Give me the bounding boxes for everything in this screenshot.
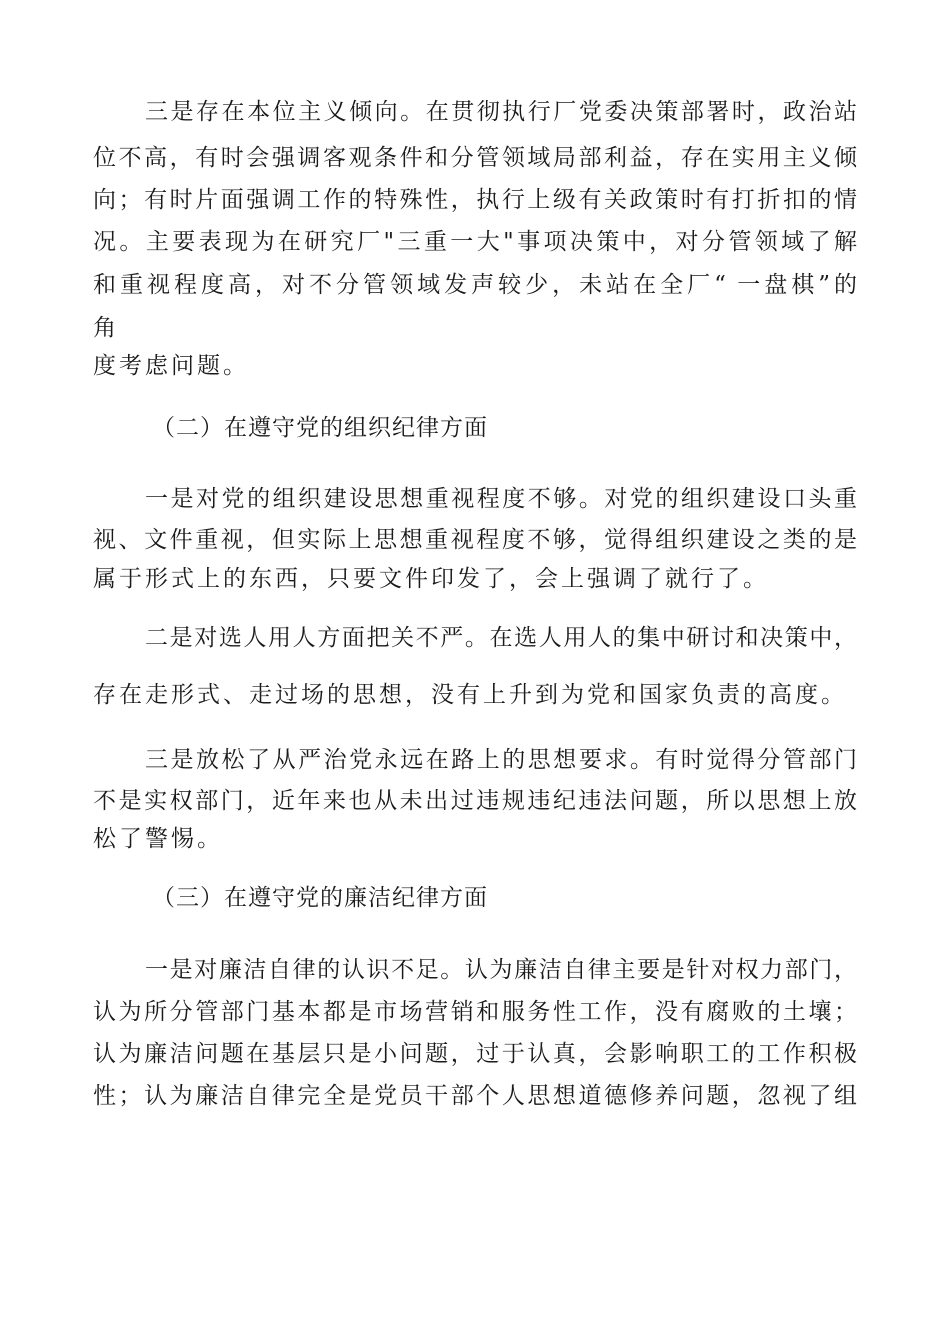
paragraph-line: 认为廉洁问题在基层只是小问题，过于认真，会影响职工的工作积极 <box>93 1041 857 1067</box>
paragraph-line: 三是放松了从严治党永远在路上的思想要求。有时觉得分管部门 <box>145 747 857 773</box>
paragraph-line: 向；有时片面强调工作的特殊性，执行上级有关政策时有打折扣的情 <box>93 187 857 213</box>
paragraph-line: 认为所分管部门基本都是市场营销和服务性工作，没有腐败的土壤； <box>93 999 857 1025</box>
paragraph-line: 况。主要表现为在研究厂"三重一大"事项决策中，对分管领域了解 <box>93 229 857 255</box>
paragraph-line: 三是存在本位主义倾向。在贯彻执行厂党委决策部署时，政治站 <box>145 99 857 125</box>
section-heading: （三）在遵守党的廉洁纪律方面 <box>152 885 488 911</box>
paragraph-line: 视、文件重视，但实际上思想重视程度不够，觉得组织建设之类的是 <box>93 527 857 553</box>
paragraph-line: 一是对党的组织建设思想重视程度不够。对党的组织建设口头重 <box>145 486 857 512</box>
paragraph-line: 度考虑问题。 <box>93 353 249 379</box>
paragraph-line: 一是对廉洁自律的认识不足。认为廉洁自律主要是针对权力部门， <box>145 957 857 983</box>
paragraph-line: 性；认为廉洁自律完全是党员干部个人思想道德修养问题，忽视了组 <box>93 1083 857 1109</box>
paragraph-line: 松了警惕。 <box>93 826 223 852</box>
paragraph-line: 属于形式上的东西，只要文件印发了，会上强调了就行了。 <box>93 566 769 592</box>
paragraph-line: 角 <box>93 315 119 341</box>
paragraph-line: 存在走形式、走过场的思想，没有上升到为党和国家负责的高度。 <box>93 682 847 708</box>
paragraph-line: 二是对选人用人方面把关不严。在选人用人的集中研讨和决策中， <box>145 625 857 651</box>
paragraph-line: 位不高，有时会强调客观条件和分管领域局部利益，存在实用主义倾 <box>93 145 857 171</box>
paragraph-line: 和重视程度高，对不分管领域发声较少，未站在全厂“ 一盘棋”的 <box>93 272 857 298</box>
paragraph-line: 不是实权部门，近年来也从未出过违规违纪违法问题，所以思想上放 <box>93 788 857 814</box>
section-heading: （二）在遵守党的组织纪律方面 <box>152 415 488 441</box>
